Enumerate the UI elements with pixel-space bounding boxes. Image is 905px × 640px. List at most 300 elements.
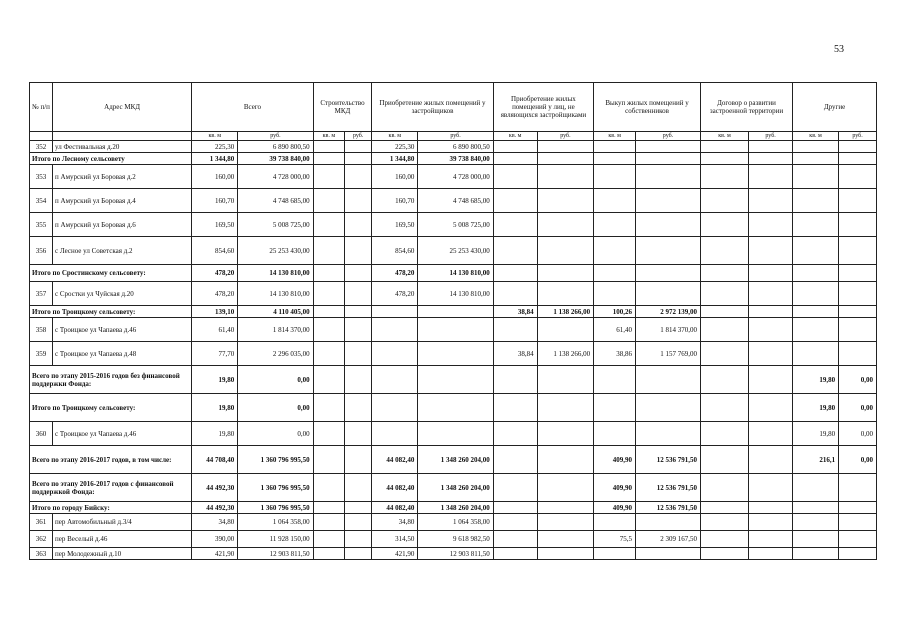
row-number: 356 [30,237,53,265]
value-cell: 4 748 685,00 [238,189,313,213]
table-row [30,141,877,153]
value-cell: 39 738 840,00 [418,153,493,165]
value-cell [345,366,372,394]
unit-area: кв. м [493,132,537,141]
value-cell [313,189,344,213]
value-cell: 160,70 [372,189,418,213]
value-cell [749,237,793,265]
header-total: Всего [192,83,313,132]
value-cell [418,394,493,422]
value-cell [793,306,839,318]
value-cell: 1 348 260 204,00 [418,474,493,502]
value-cell [793,342,839,366]
value-cell [313,342,344,366]
page-number: 53 [834,44,844,55]
value-cell [700,282,748,306]
table-row [30,422,877,446]
value-cell: 1 064 358,00 [418,514,493,531]
value-cell [537,548,594,560]
value-cell [839,189,877,213]
address-cell: п Амурский ул Боровая д.6 [53,213,192,237]
value-cell [537,265,594,282]
value-cell [749,342,793,366]
value-cell [793,213,839,237]
value-cell [749,265,793,282]
value-cell [839,531,877,548]
unit-rub: руб. [839,132,877,141]
value-cell [636,282,701,306]
value-cell [749,366,793,394]
value-cell [636,141,701,153]
value-cell [537,531,594,548]
units-row [30,132,877,141]
value-cell [493,282,537,306]
value-cell [345,213,372,237]
value-cell [636,237,701,265]
row-number: 357 [30,282,53,306]
value-cell: 0,00 [839,366,877,394]
table-row [30,237,877,265]
value-cell [839,474,877,502]
value-cell [700,189,748,213]
value-cell [839,213,877,237]
value-cell: 139,10 [192,306,238,318]
value-cell [700,474,748,502]
total-row [30,394,877,422]
value-cell: 0,00 [238,394,313,422]
value-cell [537,165,594,189]
value-cell: 2 309 167,50 [636,531,701,548]
total-row [30,306,877,318]
value-cell [594,422,636,446]
value-cell [418,306,493,318]
value-cell [313,165,344,189]
value-cell [345,306,372,318]
value-cell [537,502,594,514]
value-cell [537,153,594,165]
table-row [30,514,877,531]
value-cell [313,282,344,306]
value-cell [749,394,793,422]
value-cell: 169,50 [372,213,418,237]
header-other: Другие [793,83,877,132]
value-cell: 12 536 791,50 [636,446,701,474]
value-cell: 12 903 811,50 [418,548,493,560]
value-cell [345,189,372,213]
value-cell [345,531,372,548]
value-cell [839,141,877,153]
value-cell [700,422,748,446]
value-cell [700,514,748,531]
value-cell [749,213,793,237]
value-cell: 4 728 000,00 [418,165,493,189]
value-cell [313,213,344,237]
value-cell: 478,20 [192,282,238,306]
value-cell [537,141,594,153]
value-cell [793,474,839,502]
value-cell [372,306,418,318]
total-row [30,153,877,165]
value-cell: 38,86 [594,342,636,366]
row-number: 352 [30,141,53,153]
value-cell: 12 536 791,50 [636,502,701,514]
value-cell: 1 138 266,00 [537,306,594,318]
value-cell: 19,80 [192,422,238,446]
value-cell: 19,80 [192,366,238,394]
value-cell: 25 253 430,00 [238,237,313,265]
value-cell [493,474,537,502]
value-cell [345,153,372,165]
value-cell [700,531,748,548]
header-purchase-dev: Приобретение жилых помещений у застройщиков [372,83,493,132]
address-cell: с Троицкое ул Чапаева д.46 [53,422,192,446]
value-cell: 19,80 [192,394,238,422]
value-cell [839,153,877,165]
value-cell [372,366,418,394]
address-cell: с Лесное ул Советская д.2 [53,237,192,265]
value-cell [749,548,793,560]
unit-area: кв. м [192,132,238,141]
value-cell [537,394,594,422]
value-cell [749,502,793,514]
value-cell [700,213,748,237]
value-cell [700,366,748,394]
value-cell [636,213,701,237]
value-cell [493,514,537,531]
value-cell [839,265,877,282]
value-cell [418,366,493,394]
value-cell: 314,50 [372,531,418,548]
value-cell [493,153,537,165]
value-cell: 1 138 266,00 [537,342,594,366]
header-agreement: Договор о развитии застроенной территории [700,83,792,132]
unit-area: кв. м [594,132,636,141]
value-cell [749,282,793,306]
value-cell: 1 360 796 995,50 [238,502,313,514]
unit-rub: руб. [537,132,594,141]
value-cell: 1 360 796 995,50 [238,446,313,474]
value-cell: 14 130 810,00 [238,282,313,306]
value-cell [418,318,493,342]
value-cell: 44 492,30 [192,474,238,502]
total-label: Всего по этапу 2016-2017 годов с финансовой поддержкой Фонда: [30,474,192,502]
value-cell: 1 814 370,00 [238,318,313,342]
address-cell: с Сростки ул Чуйская д.20 [53,282,192,306]
value-cell [594,153,636,165]
unit-rub: руб. [418,132,493,141]
value-cell [700,318,748,342]
value-cell: 409,90 [594,474,636,502]
value-cell [636,265,701,282]
value-cell [700,141,748,153]
row-number: 353 [30,165,53,189]
value-cell: 38,84 [493,342,537,366]
value-cell: 12 536 791,50 [636,474,701,502]
value-cell [793,165,839,189]
value-cell: 5 008 725,00 [418,213,493,237]
value-cell [793,265,839,282]
value-cell [749,318,793,342]
value-cell [345,394,372,422]
value-cell [700,306,748,318]
value-cell: 1 348 260 204,00 [418,446,493,474]
value-cell: 19,80 [793,394,839,422]
value-cell [749,165,793,189]
header-buyout: Выкуп жилых помещений у собственников [594,83,701,132]
total-label: Всего по этапу 2015-2016 годов без финансовой поддержки Фонда: [30,366,192,394]
value-cell [345,446,372,474]
value-cell: 0,00 [238,422,313,446]
value-cell [493,502,537,514]
value-cell [372,342,418,366]
value-cell: 1 157 769,00 [636,342,701,366]
value-cell [345,548,372,560]
value-cell [493,366,537,394]
value-cell: 6 890 800,50 [418,141,493,153]
value-cell: 2 972 139,00 [636,306,701,318]
value-cell [594,514,636,531]
value-cell [493,394,537,422]
table-body [30,141,877,560]
value-cell: 44 082,40 [372,474,418,502]
value-cell [793,548,839,560]
value-cell: 14 130 810,00 [238,265,313,282]
table-row [30,531,877,548]
value-cell [493,318,537,342]
value-cell [700,342,748,366]
value-cell: 61,40 [594,318,636,342]
value-cell [793,153,839,165]
value-cell [594,237,636,265]
value-cell: 421,90 [372,548,418,560]
value-cell [537,446,594,474]
value-cell: 225,30 [192,141,238,153]
unit-rub: руб. [345,132,372,141]
value-cell [345,265,372,282]
row-number: 361 [30,514,53,531]
value-cell [537,422,594,446]
row-number: 359 [30,342,53,366]
value-cell [493,531,537,548]
value-cell [313,422,344,446]
value-cell [749,531,793,548]
value-cell [700,394,748,422]
value-cell [749,422,793,446]
value-cell [493,189,537,213]
value-cell: 225,30 [372,141,418,153]
value-cell: 1 344,80 [192,153,238,165]
value-cell [313,502,344,514]
value-cell: 6 890 800,50 [238,141,313,153]
value-cell [793,514,839,531]
value-cell: 12 903 811,50 [238,548,313,560]
value-cell [636,422,701,446]
value-cell: 5 008 725,00 [238,213,313,237]
unit-rub: руб. [636,132,701,141]
address-cell: пер Молодежный д.10 [53,548,192,560]
value-cell [372,318,418,342]
total-label: Всего по этапу 2016-2017 годов, в том числе: [30,446,192,474]
value-cell [345,514,372,531]
unit-area: кв. м [793,132,839,141]
total-row [30,446,877,474]
value-cell: 0,00 [839,446,877,474]
value-cell [793,141,839,153]
value-cell [345,422,372,446]
address-cell: пер Веселый д.46 [53,531,192,548]
row-number: 358 [30,318,53,342]
value-cell: 0,00 [839,422,877,446]
value-cell [537,282,594,306]
value-cell [345,237,372,265]
value-cell: 478,20 [372,265,418,282]
table-row [30,189,877,213]
row-number: 363 [30,548,53,560]
value-cell [345,165,372,189]
value-cell [749,153,793,165]
value-cell [345,502,372,514]
value-cell [839,237,877,265]
value-cell: 14 130 810,00 [418,282,493,306]
value-cell [749,141,793,153]
value-cell: 4 728 000,00 [238,165,313,189]
value-cell [313,306,344,318]
value-cell: 390,00 [192,531,238,548]
row-number: 360 [30,422,53,446]
value-cell [636,394,701,422]
value-cell: 25 253 430,00 [418,237,493,265]
address-cell: с Троицкое ул Чапаева д.48 [53,342,192,366]
value-cell [749,306,793,318]
value-cell: 1 344,80 [372,153,418,165]
value-cell: 409,90 [594,446,636,474]
value-cell [594,394,636,422]
value-cell: 160,00 [372,165,418,189]
value-cell [493,265,537,282]
value-cell: 4 748 685,00 [418,189,493,213]
total-label: Итого по Троицкому сельсовету: [30,306,192,318]
value-cell [537,189,594,213]
value-cell [345,141,372,153]
value-cell: 34,80 [192,514,238,531]
total-label: Итого по городу Бийску: [30,502,192,514]
value-cell [345,474,372,502]
value-cell [345,282,372,306]
value-cell: 854,60 [192,237,238,265]
value-cell [493,548,537,560]
value-cell [636,189,701,213]
value-cell [700,265,748,282]
value-cell: 44 082,40 [372,502,418,514]
value-cell: 409,90 [594,502,636,514]
value-cell: 75,5 [594,531,636,548]
value-cell: 421,90 [192,548,238,560]
value-cell [594,548,636,560]
unit-area: кв. м [372,132,418,141]
value-cell: 854,60 [372,237,418,265]
unit-area: кв. м [700,132,748,141]
value-cell [537,318,594,342]
value-cell: 2 296 035,00 [238,342,313,366]
value-cell: 160,00 [192,165,238,189]
value-cell [372,422,418,446]
value-cell [700,153,748,165]
value-cell [839,306,877,318]
value-cell: 61,40 [192,318,238,342]
table-row [30,213,877,237]
value-cell [636,548,701,560]
value-cell: 1 814 370,00 [636,318,701,342]
table-row [30,282,877,306]
value-cell [700,165,748,189]
value-cell: 14 130 810,00 [418,265,493,282]
housing-table [29,82,877,560]
value-cell [700,237,748,265]
value-cell [537,514,594,531]
value-cell [839,318,877,342]
total-label: Итого по Сростинскому сельсовету: [30,265,192,282]
value-cell [594,265,636,282]
value-cell [793,318,839,342]
header-address: Адрес МКД [53,83,192,132]
table-row [30,318,877,342]
value-cell [793,237,839,265]
value-cell [839,165,877,189]
total-label: Итого по Лесному сельсовету [30,153,192,165]
value-cell [537,237,594,265]
value-cell: 34,80 [372,514,418,531]
value-cell: 160,70 [192,189,238,213]
address-cell: ул Фестивальная д.20 [53,141,192,153]
address-cell: п Амурский ул Боровая д.4 [53,189,192,213]
value-cell [537,474,594,502]
value-cell [749,514,793,531]
total-row [30,265,877,282]
value-cell [313,318,344,342]
value-cell [313,474,344,502]
table-row [30,548,877,560]
value-cell [313,531,344,548]
value-cell [313,153,344,165]
value-cell [594,189,636,213]
value-cell: 0,00 [839,394,877,422]
header-purchase-nondev: Приобретение жилых помещений у лиц, не являющихся застройщиками [493,83,593,132]
value-cell: 0,00 [238,366,313,394]
total-label: Итого по Троицкому сельсовету: [30,394,192,422]
value-cell [700,502,748,514]
value-cell: 44 492,30 [192,502,238,514]
value-cell [493,213,537,237]
value-cell: 478,20 [372,282,418,306]
total-row [30,474,877,502]
value-cell: 19,80 [793,422,839,446]
value-cell [418,422,493,446]
address-cell: п Амурский ул Боровая д.2 [53,165,192,189]
unit-rub: руб. [749,132,793,141]
value-cell [313,514,344,531]
value-cell: 9 618 982,50 [418,531,493,548]
value-cell [793,502,839,514]
value-cell [636,165,701,189]
value-cell: 100,26 [594,306,636,318]
value-cell [313,141,344,153]
value-cell [594,213,636,237]
value-cell [793,282,839,306]
value-cell [313,394,344,422]
address-cell: пер Автомобильный д.3/4 [53,514,192,531]
value-cell: 44 082,40 [372,446,418,474]
value-cell [313,548,344,560]
